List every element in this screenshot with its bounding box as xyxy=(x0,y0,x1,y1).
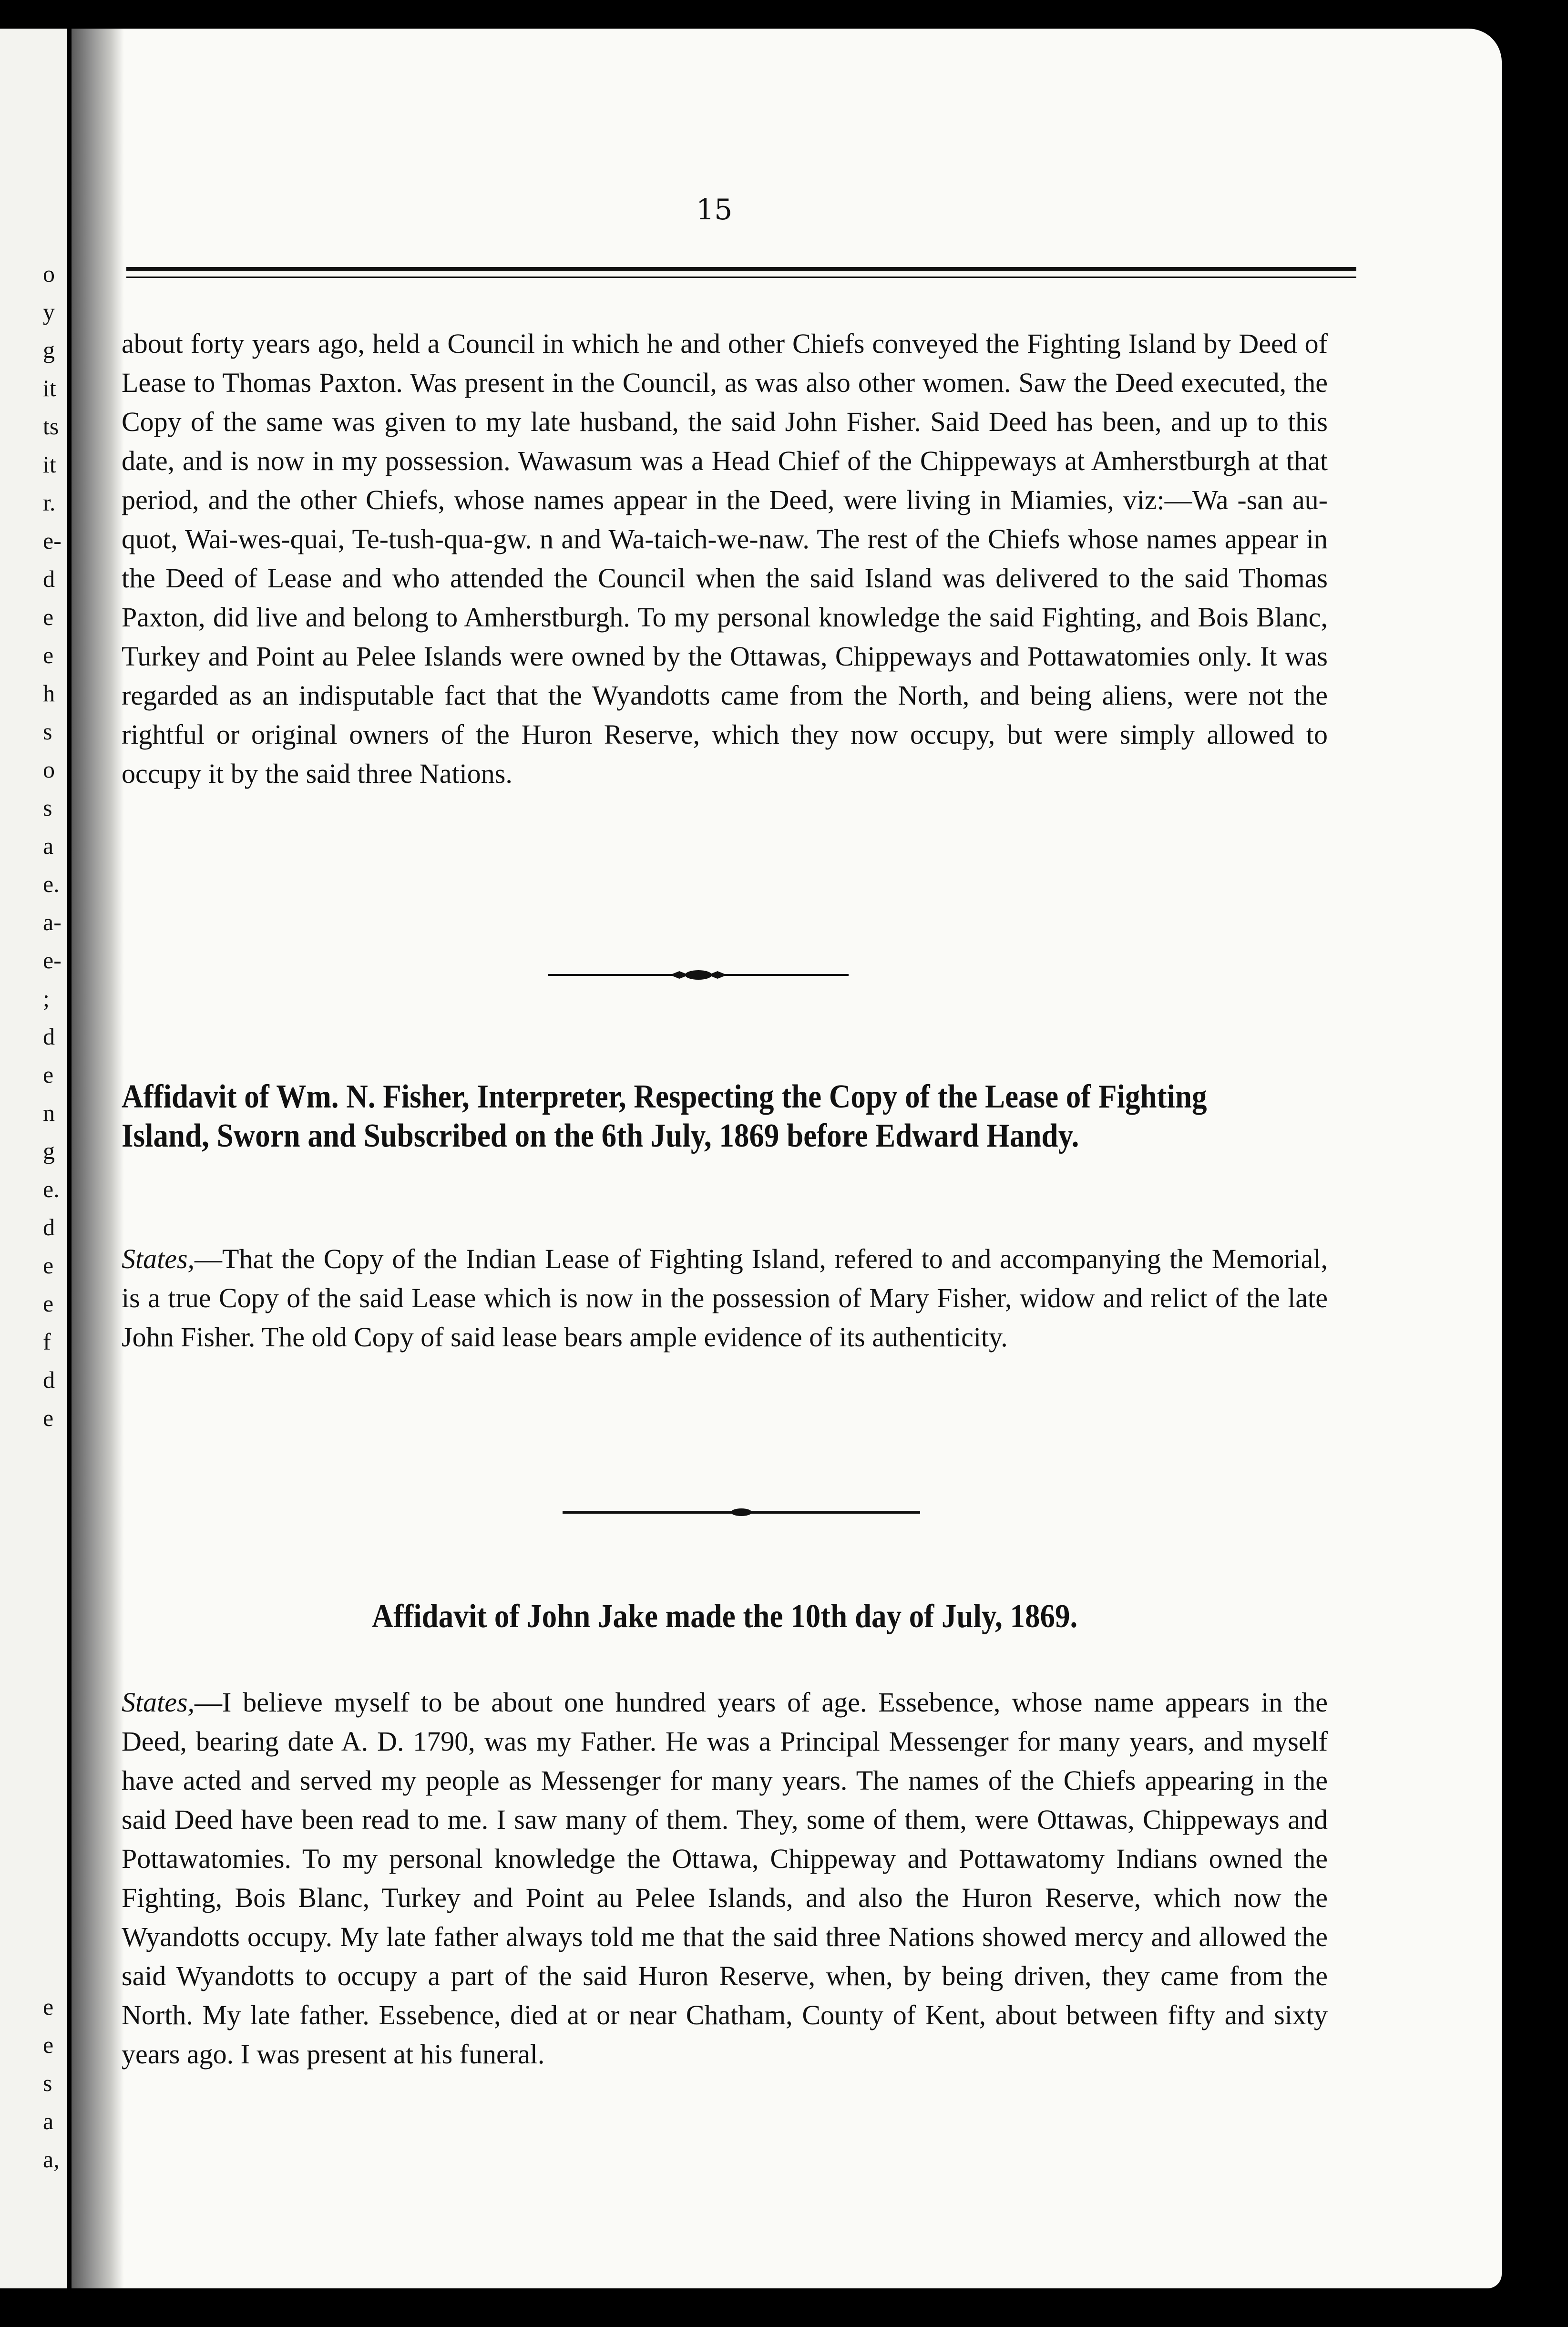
edge-letter: a, xyxy=(43,2146,60,2173)
edge-letter: it xyxy=(43,451,56,478)
edge-letter: e. xyxy=(43,1176,60,1202)
paragraph-body: —I believe myself to be about one hundred years of age. Essebence, whose name appears in the Deed, bearing date A. D. 1790, was my Father. He was a Principal Messenger for many years, and myself have acted and served my people as Messenger for many years. The names of the Chiefs appearing in the said Deed have been read to me. I saw many of them. They, some of them, were Ottawas, Chippeways and Pottawatomies. To my personal knowledge the Ottawa, Chippeway and Pottawatomy Indians owned the Fighting, Bois Blanc, Turkey and Point au Pelee Islands, and also the Huron Reserve, which now the Wyandotts occupy. My late father always told me that the said three Nations showed mercy and allowed the said Wyandotts to occupy a part of the said Huron Reserve, when, by being driven, they came from the North. My late father. Essebence, died at or near Chatham, County of Kent, about between fifty and sixty years ago. I was present at his funeral. xyxy=(122,1687,1328,2070)
edge-letter: e xyxy=(43,2031,54,2058)
section-divider-ornament xyxy=(563,1507,920,1518)
edge-letter: r. xyxy=(43,489,56,516)
edge-letter: s xyxy=(43,718,52,745)
edge-letter: e xyxy=(43,642,54,668)
page-number: 15 xyxy=(696,193,733,226)
edge-letter: o xyxy=(43,756,55,783)
edge-letter: e xyxy=(43,1252,54,1279)
paragraph xyxy=(122,1683,1328,2074)
paragraph-body: —That the Copy of the Indian Lease of Fighting Island, refered to and accompanying the Memorial, is a true Copy of the said Lease which is now in the possession of Mary Fisher, widow and relict of the late John Fisher. The old Copy of said lease bears ample evidence of its authenticity. xyxy=(122,1243,1328,1353)
edge-letter: y xyxy=(43,298,55,325)
edge-letter: e xyxy=(43,604,54,630)
edge-letter: n xyxy=(43,1099,55,1126)
edge-letter: s xyxy=(43,2070,52,2096)
edge-letter: d xyxy=(43,565,55,592)
header-rule xyxy=(126,277,1356,278)
edge-letter: ; xyxy=(43,985,50,1012)
edge-letter: h xyxy=(43,680,55,707)
edge-letter: f xyxy=(43,1328,51,1355)
edge-letter: s xyxy=(43,794,52,821)
edge-letter: a xyxy=(43,832,54,859)
edge-letter: e- xyxy=(43,947,61,974)
header-rule xyxy=(126,267,1356,271)
edge-letter: o xyxy=(43,260,55,287)
paragraph xyxy=(122,1240,1328,1357)
edge-letter: e xyxy=(43,1993,54,2020)
edge-letter: e xyxy=(43,1404,54,1431)
section-heading: Affidavit of Wm. N. Fisher, Interpreter, Respecting the Copy of the Lease of Fighting Island, Sworn and Subscribed on the 6th July, 1869 before Edward Handy. xyxy=(122,1078,1207,1154)
section-heading: Affidavit of John Jake made the 10th day of July, 1869. xyxy=(371,1598,1078,1635)
facing-page-edge xyxy=(0,29,67,2288)
section-divider-ornament xyxy=(548,965,849,984)
edge-letter: d xyxy=(43,1214,55,1240)
edge-letter: d xyxy=(43,1023,55,1050)
lead-word: States, xyxy=(122,1243,195,1274)
edge-letter: e- xyxy=(43,527,61,554)
edge-letter: e. xyxy=(43,871,60,897)
edge-letter: d xyxy=(43,1366,55,1393)
edge-letter: e xyxy=(43,1061,54,1088)
lead-word: States, xyxy=(122,1687,195,1718)
book-spine-shadow xyxy=(72,29,124,2288)
edge-letter: a- xyxy=(43,909,61,935)
edge-letter: a xyxy=(43,2108,54,2134)
edge-letter: g xyxy=(43,1138,55,1164)
edge-letter: g xyxy=(43,337,55,363)
paragraph: about forty years ago, held a Council in which he and other Chiefs conveyed the Fighting Island by Deed of Lease to Thomas Paxton. Was present in the Council, as was also other women. Saw the Deed executed, the Copy of the same was given to my late husband, the said John Fisher. Said Deed has been, and up to this date, and is now in my possession. Wawasum was a Head Chief of the Chippeways at Amherstburgh at that period, and the other Chiefs, whose names appear in the Deed, were living in Miamies, viz:—Wa -san au-quot, Wai-wes-quai, Te-tush-qua-gw. n and Wa-taich-we-naw. The rest of the Chiefs whose names appear in the Deed of Lease and who attended the Council when the said Island was delivered to the said Thomas Paxton, did live and belong to Amherstburgh. To my personal knowledge the said Fighting, and Bois Blanc, Turkey and Point au Pelee Islands were owned by the Ottawas, Chippeways and Pottawatomies only. It was regarded as an indisputable fact that the Wyandotts came from the North, and being aliens, were not the rightful or original owners of the Huron Reserve, which they now occupy, but were simply allowed to occupy it by the said three Nations. xyxy=(122,328,1328,789)
edge-letter: it xyxy=(43,375,56,401)
edge-letter: ts xyxy=(43,413,59,440)
edge-letter: e xyxy=(43,1290,54,1317)
